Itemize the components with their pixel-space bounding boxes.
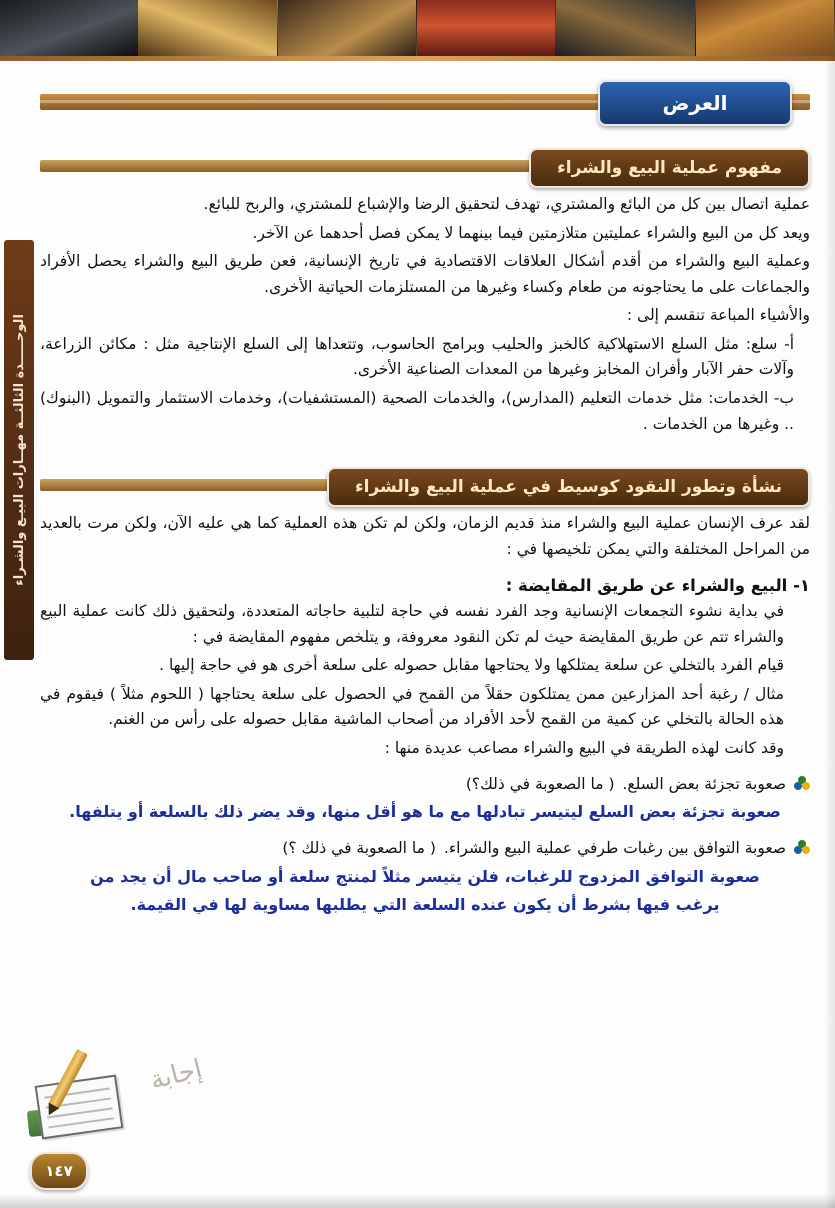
paragraph-list-item-a: أ‍- سلع: مثل السلع الاستهلاكية كالخبز والحليب وبرامج الحاسوب، وتتعداها إلى السلع الإنتاجية مثل : مكائن الزراعة، وآلات حفر الآبار وأفران المخابز وغيرها من المعدات الصناعية الأخرى. (40, 334, 794, 379)
handwriting-annotation: إجابة (147, 1054, 206, 1096)
page-right-shadow (825, 56, 835, 1208)
bullet-question: ( ما الصعوبة في ذلك؟) (465, 774, 615, 793)
section-heading-label: مفهوم عملية البيع والشراء (529, 148, 810, 188)
bullet-question: ( ما الصعوبة في ذلك ؟) (282, 839, 436, 858)
page-title: العرض (598, 80, 792, 126)
list-item (40, 772, 810, 797)
paragraph: ويعد كل من البيع والشراء عمليتين متلازمتين فيما بينهما لا يمكن فصل أحدهما عن الآخر. (252, 223, 810, 242)
paragraph: والأشياء المباعة تنقسم إلى : (626, 306, 810, 325)
page-content (40, 66, 810, 1186)
photo-tile-3 (417, 0, 556, 56)
section-heading-label: نشأة وتطور النقود كوسيط في عملية البيع والشراء (327, 467, 810, 507)
answer-text: صعوبة تجزئة بعض السلع ليتيسر تبادلها مع ما هو أقل منها، وقد يضر ذلك بالسلعة أو يتلفها. (69, 802, 781, 822)
section-heading-money (40, 467, 810, 505)
photo-tile-2 (556, 0, 695, 56)
photo-tile-4 (278, 0, 417, 56)
paragraph: لقد عرف الإنسان عملية البيع والشراء منذ قديم الزمان، ولكن لم تكن هذه العملية كما هي عليه الآن، ولكن مرت بالعديد من المراحل المختلفة والتي يمكن تلخيصها في : (40, 514, 810, 558)
presentation-banner (40, 80, 810, 126)
photo-tile-1 (696, 0, 835, 56)
page-number-badge: ١٤٧ (30, 1152, 88, 1190)
unit-spine-label: الوحـــــدة الثالثــة مهــارات البيـع والشـراء (11, 314, 27, 586)
header-photo-strip (0, 0, 835, 56)
flower-bullet-icon (794, 776, 810, 792)
flower-bullet-icon (794, 840, 810, 856)
photo-tile-6 (0, 0, 138, 56)
paragraph: وعملية البيع والشراء من أقدم أشكال العلاقات الاقتصادية في تاريخ الإنسانية، فعن طريق البيع والشراء يحصل الأفراد والجماعات على ما يحتاجونه من طعام وكساء وغيرها من المستلزمات الحياتية الأخرى. (40, 252, 810, 296)
photo-tile-5 (138, 0, 277, 56)
paragraph: قيام الفرد بالتخلي عن سلعة يمتلكها ولا يحتاجها مقابل حصوله على سلعة أخرى هو في حاجة إليها . (159, 656, 784, 675)
bullet-text: صعوبة التوافق بين رغبات طرفي عملية البيع والشراء. (443, 839, 786, 858)
paragraph: عملية اتصال بين كل من البائع والمشتري، تهدف لتحقيق الرضا والإشباع للمشتري، والربح للبائع. (203, 195, 810, 213)
bullet-text: صعوبة تجزئة بعض السلع. (622, 774, 786, 793)
paragraph: مثال / رغبة أحد المزارعين ممن يمتلكون حقلاً من القمح في الحصول على سلعة يحتاجها ( اللحوم مثلاً ) فيقوم في هذه الحالة بالتخلي عن كمية من القمح لأحد الأفراد من أصحاب الماشية مقابل حصوله على رأس من الغنم. (40, 684, 784, 729)
paragraph-list-item-b: ب- الخدمات: مثل خدمات التعليم (المدارس)، والخدمات الصحية (المستشفيات)، وخدمات الاستثمار والتمويل (البنوك) .. وغيرها من الخدمات . (40, 388, 794, 433)
list-item (40, 836, 810, 861)
header-divider-line (0, 56, 835, 61)
page-bottom-shadow (0, 1194, 835, 1208)
unit-spine-tab (4, 240, 34, 660)
paragraph: في بداية نشوء التجمعات الإنسانية وجد الفرد نفسه في حاجة لتلبية حاجاته المتعددة، ولتحقيق ذلك كانت عملية البيع والشراء تتم عن طريق المقايضة حيث لم تكن النقود معروفة، و يتلخص مفهوم المقايضة في : (40, 602, 784, 646)
answer-text: صعوبة التوافق المزدوج للرغبات، فلن يتيسر مثلاً لمنتج سلعة أو صاحب مال أن يجد من يرغب فيها بشرط أن يكون عنده السلعة التي يطلبها مساوية لها في القيمة. (90, 867, 760, 915)
section-heading-concept (40, 148, 810, 186)
subsection-heading: ١- البيع والشراء عن طريق المقايضة : (505, 576, 810, 596)
paragraph: وقد كانت لهذه الطريقة في البيع والشراء مصاعب عديدة منها : (384, 739, 784, 757)
